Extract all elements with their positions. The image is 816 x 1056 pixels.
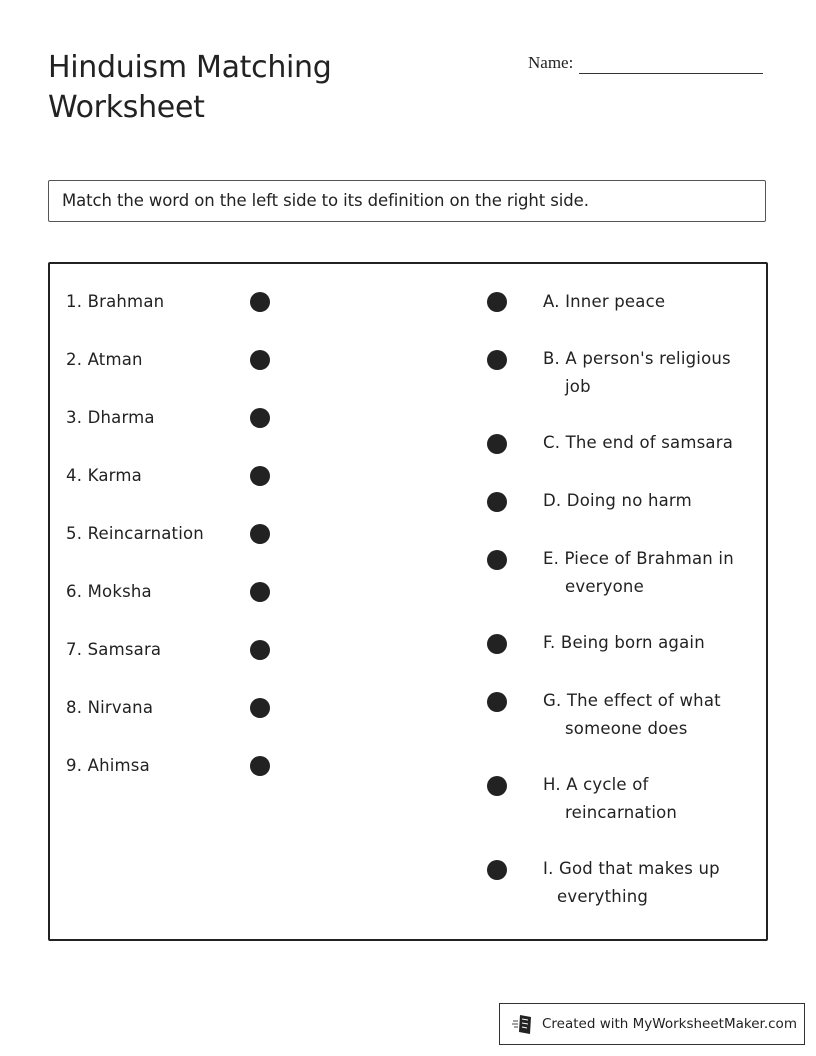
definition-item <box>543 687 758 743</box>
worksheet-maker-logo-icon <box>512 1013 536 1035</box>
name-label: Name: <box>528 53 574 72</box>
definition-text-continued: reincarnation <box>565 803 678 822</box>
name-blank-line[interactable] <box>579 53 763 74</box>
definition-match-dot-icon[interactable] <box>487 776 507 796</box>
definition-text: E. Piece of Brahman in <box>543 549 734 568</box>
term-match-dot-icon[interactable] <box>250 756 270 776</box>
term-match-dot-icon[interactable] <box>250 408 270 428</box>
definition-item <box>543 545 758 601</box>
definition-text-continued: everything <box>557 887 649 906</box>
definition-item <box>543 629 758 657</box>
term-item: 8. Nirvana <box>66 698 154 717</box>
definition-item <box>543 855 758 911</box>
definition-item <box>543 771 758 827</box>
definition-match-dot-icon[interactable] <box>487 692 507 712</box>
definition-item <box>543 429 758 457</box>
term-match-dot-icon[interactable] <box>250 698 270 718</box>
name-field <box>528 52 763 74</box>
definition-text: I. God that makes up <box>543 859 720 878</box>
definition-text: C. The end of samsara <box>543 433 734 452</box>
term-item: 2. Atman <box>66 350 143 369</box>
term-item: 4. Karma <box>66 466 142 485</box>
definition-text: A. Inner peace <box>543 292 666 311</box>
term-item: 7. Samsara <box>66 640 162 659</box>
term-item: 9. Ahimsa <box>66 756 150 775</box>
definition-item <box>543 345 758 401</box>
definition-match-dot-icon[interactable] <box>487 434 507 454</box>
definition-match-dot-icon[interactable] <box>487 860 507 880</box>
term-item: 1. Brahman <box>66 292 165 311</box>
definition-text: D. Doing no harm <box>543 491 692 510</box>
definition-text-continued: job <box>565 377 591 396</box>
footer-text: Created with MyWorksheetMaker.com <box>542 1016 797 1032</box>
term-item: 6. Moksha <box>66 582 152 601</box>
term-item: 5. Reincarnation <box>66 524 204 543</box>
instructions-box: Match the word on the left side to its definition on the right side. <box>48 180 766 222</box>
page-title: Hinduism Matching Worksheet <box>48 50 332 125</box>
term-match-dot-icon[interactable] <box>250 524 270 544</box>
definition-text: H. A cycle of <box>543 775 649 794</box>
definition-item <box>543 288 758 316</box>
term-item: 3. Dharma <box>66 408 155 427</box>
definition-match-dot-icon[interactable] <box>487 350 507 370</box>
term-match-dot-icon[interactable] <box>250 640 270 660</box>
footer-credit-badge[interactable] <box>499 1003 805 1045</box>
term-match-dot-icon[interactable] <box>250 350 270 370</box>
definition-match-dot-icon[interactable] <box>487 634 507 654</box>
definition-text: F. Being born again <box>543 633 705 652</box>
definition-match-dot-icon[interactable] <box>487 292 507 312</box>
definition-text: B. A person's religious <box>543 349 731 368</box>
term-match-dot-icon[interactable] <box>250 582 270 602</box>
definition-match-dot-icon[interactable] <box>487 550 507 570</box>
term-match-dot-icon[interactable] <box>250 466 270 486</box>
definition-text-continued: someone does <box>565 719 688 738</box>
term-match-dot-icon[interactable] <box>250 292 270 312</box>
definition-item <box>543 487 758 515</box>
definition-text: G. The effect of what <box>543 691 721 710</box>
definition-match-dot-icon[interactable] <box>487 492 507 512</box>
definition-text-continued: everyone <box>565 577 644 596</box>
